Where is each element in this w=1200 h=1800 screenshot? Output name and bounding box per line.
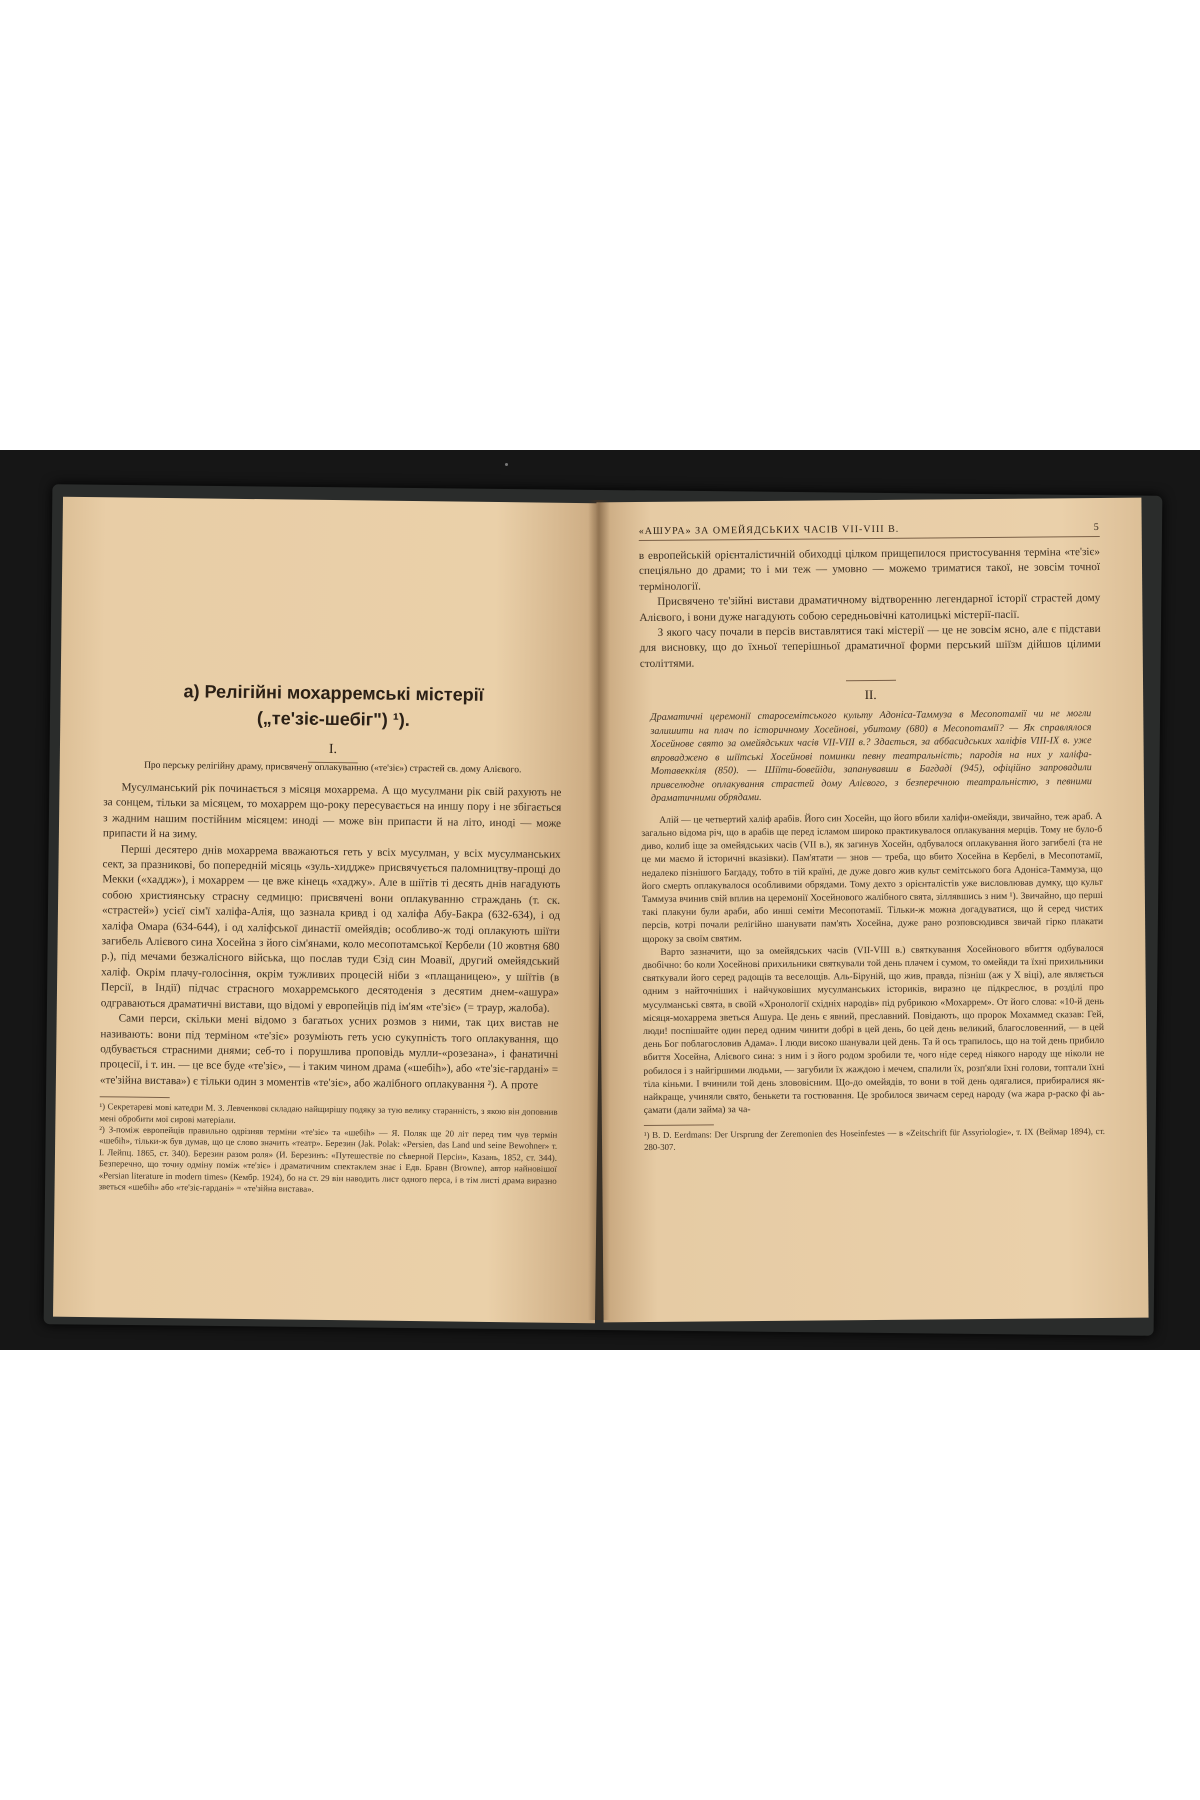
book-gutter bbox=[588, 500, 610, 1320]
footnote-rule bbox=[100, 1096, 170, 1098]
paragraph: Перші десятеро днів мохаррема вважаються геть у всіх мусулман, у всіх мусулманських сект, за празникові, бо попередній місяць «зуль-хиддже» присвячується паломництву-прощі до Мекки («хаддж»), і мохаррем — це вже кінець «хаджу». Але в шіїтів ті десять днів нагадують собою християнську страсну седмицю: присвячені вони оплакуванню страждань (т. ск. «страстей») усієї сім'ї халіфа-Алія, що зазнала кривд і од халіфа Абу-Бакра (632-634), і од халіфа Омара (634-644), і од халіфської династії омейядів; особливо-ж тоді оплакують шіїти загибель Алієвого сина Хосейна з його сім'янами, коло месопотамської Кербели (10 жовтня 680 р.), під мечами безжалісного війська, що послав туди Єзід син Моавії, другий омейядський халіф. Окрім плачу-голосіння, окрім тужливих процесій ніби з «плащаницею», у шіїтів (в Персії, в Індії) підчас страсного мохарремського десятоденія з десятим днем-«ашура» одграваються драматичні вистави, що відомі у европейців під ім'ям «те'зіє» (= траур, жалоба). bbox=[100, 843, 561, 1015]
running-header bbox=[639, 522, 1100, 541]
paragraph: Алій — це четвертий халіф арабів. Його син Хосейн, що його вбили халіфи-омейяди, звичайно, теж араб. А загально відома річ, що в арабів ще перед ісламом широко практикувалося оплакування мерців. Тому не було-б диво, колиб іще за омейядських часів (VII в.), як загинув Хосейн, одбувалося оплакування його загибелі (та не це ми маємо й історичні вказівки). Пам'ятати — знов — треба, що вбито Хосейна в Кербелі, в Месопотамії, недалеко пізнішого Багдаду, тобто в тій країні, де дуже довго жив культ семітського бога Адоніса-Таммуза, що його смерть оплакувалося особливими обрядами. Тому дехто з орієнталістів уже висловлював думку, що культ Таммуза вчинив свій вплив на церемонії Хосейнового жалібного свята, зіллявшись з ним ¹). Звичайно, що перші такі плакуни були араби, або иншi семіти Месопотамії. Тільки-ж можна догадуватися, що й серед чистих персів, котрі почали релігійно шанувати пам'ять Хосейна, дуже рано розповсюдився звичай гірко плакати щороку за своїм святим. bbox=[641, 810, 1104, 945]
section-numeral: I. bbox=[328, 741, 338, 758]
section-numeral: II. bbox=[864, 687, 877, 703]
chapter-title-line2: („те'зіє-шебіг") ¹). bbox=[256, 708, 410, 730]
right-page-content bbox=[639, 522, 1105, 1153]
paragraph: З якого часу почали в персів виставлятися такі містерії — це не зовсім ясно, але є підстави для висновку, що до їхньої теперішньої драматичної форми перський шіїзм дійшов цілими століттями. bbox=[639, 623, 1101, 670]
paragraph: Варто зазначити, що за омейядських часів (VII-VIII в.) святкування Хосейнового вбиття одбувалося двобічно: бо коли Хосейнові прихильники святкували той день плачем і сумом, то омейяди та їхні прихильники святкували його серед радощів та веселощів. Аль-Біруній, що жив, правда, пізніш (аж у X віці), але являється одним з найточніших і найчуковіших мусулманських істориків, виразно це підкреслює, в розділі про мусулманські свята, в своїй «Хронології східніх народів» під рубрикою «Мохаррем». От його слова: «10-й день місяця-мохаррема зветься Ашура. Це день є явний, преславний. Повідають, що пророк Мохаммед сказав: Гей, люди! поспішайте один перед одним чинити добрі в цей день, бо цей день великий, благословенний, — в цей день Бог поблагословив Адама». І люди високо шанували цей день. Та й ось трапилось, що на той день прибило вбиття Хосейна, Алієвого сина: з ним і з його родом зробили те, чого ніде серед ніякого народу ще ніколи не робилося і з найгіршими людьми, — загубили їх жаждою і мечем, спалили їх, розп'яли їхні голови, топтали їхні тіла кіньми. І вчинили той день злововісним. Що-до омейядів, то вони в той день одягалися, прибиралися як-найкраще, учиняли свято, бенькети та гостювання. Це зробилося звичаєм серед народу (wa жара р-раско фі аь-ҫамати (дали займа) за ча- bbox=[642, 942, 1105, 1117]
section-summary: Драматичні церемонії старосемітського культу Адоніса-Таммуза в Месопотамії чи не могли залишити на плач по історичному Хосейнові, убитому (680) в Месопотамії? — Як справлялося Хосейнове свято за омейядських часів VII-VIII в.? Здається, за аббасидських халіфів VIII-IX в. уже впроваджено в шіїтські Хосейнові поминки певну театральність; пародія на них у халіфа-Мотавеккіля (850). — Шіїти-бовейіди, запанувавши в Багдаді (945), офіційно запровадили привселюдне оплакування страстей дому Алієвого, з безперечною театральністю, з певними драматичними обрядами. bbox=[650, 708, 1092, 805]
photograph bbox=[0, 450, 1200, 1350]
paragraph: Сами перси, скільки мені відомо з багатьох усних розмов з ними, так цих вистав не називають: вони під терміном «те'зіє» розуміють геть усю сукупність того оплакування, що одбувається страсними днями; себ-то і порушлива проповідь мулли-«розезана», і фанатичні процесії, і т. ин. — це все буде «те'зіє», — і таким чином драма («шебіһ»), або «те'зіє-гардані» = «те'зійна вистава») є тільки один з моментів «те'зіє», або жалібного оплакування ²). А проте bbox=[99, 1012, 559, 1092]
right-page bbox=[596, 498, 1148, 1323]
footnote-rule bbox=[644, 1125, 714, 1127]
paragraph: Присвячено те'зійні вистави драматичному відтворенню легендарної історії страстей дому Алієвого, і вони дуже нагадують собою середньовічні католицькі містерії-пасії. bbox=[639, 592, 1101, 624]
left-page bbox=[53, 497, 605, 1324]
chapter-title-line1: а) Релігійні мохарремські містерії bbox=[183, 681, 484, 705]
paragraph: Мусулманський рік починається з місяця мохаррема. А що мусулмани рік свій рахують не за сонцем, тільки за місяцем, то мохаррем що-року пересувається на иншу пору і не збігається з жадним нашим постійним місяцем: иноді — може він припасти й на літо, иноді — може припасти й на зиму. bbox=[102, 781, 562, 841]
footnote: ¹) Секретареві мові катедри М. З. Левченкові складаю найщирішу подяку за тую велику старанність, з якою він доповнив мені обробити мої сирові матеріали. bbox=[99, 1101, 558, 1125]
section-subtitle: Про перську релігійну драму, присвячену оплакуванню («те'зіє») страстей св. дому Алієвого. bbox=[144, 760, 522, 776]
left-page-content bbox=[99, 677, 563, 1198]
footnote: ¹) B. D. Eerdmans: Der Ursprung der Zeremonien des Hoseinfestes — в «Zeitschrift für Assyriologie», т. IX (Веймар 1894), ст. 280-307. bbox=[643, 1126, 1105, 1152]
running-head-title: «АШУРА» ЗА ОМЕЙЯДСЬКИХ ЧАСІВ VII-VIII В. bbox=[638, 523, 900, 538]
paragraph: в европейській орієнталістичній обиходці цілком прищепилося пристосування терміна «те'зіє» спеціяльно до драми; то і ми теж — умовно — можемо триматися такої, не зовсім точної термінології. bbox=[638, 546, 1101, 593]
section-rule bbox=[845, 680, 895, 681]
footnote: ²) З-поміж европейців правильно одрізняв терміни «те'зіє» та «шебіһ» — Я. Поляк ще 20 літ перед тим чув термін «шебіһ», тільки-ж був думав, що це слово значить «театр». Березин (Jak. Polak: «Persien, das Land und seine Bewohner» т. I. Лейпц. 1865, ст. 340). Березин разом роля» (И. Березинъ: «Путешествіе по сѣверной Персіи», Казань, 1852, ст. 344). Безперечно, що точну одміну поміж «те'зіє» і драматичним спектаклем знає і Едв. Бравн (Browne), автор найновішої «Persian literature in modern times» (Кембр. 1924), бо на ст. 29 він наводить лист одного перса, і в тім листі драма виразно зветься «шебіһ» або «те'зіє-гардані» = «те'зійна вистава». bbox=[98, 1124, 558, 1194]
dust-speck bbox=[505, 463, 508, 466]
page-number: 5 bbox=[1093, 522, 1100, 534]
